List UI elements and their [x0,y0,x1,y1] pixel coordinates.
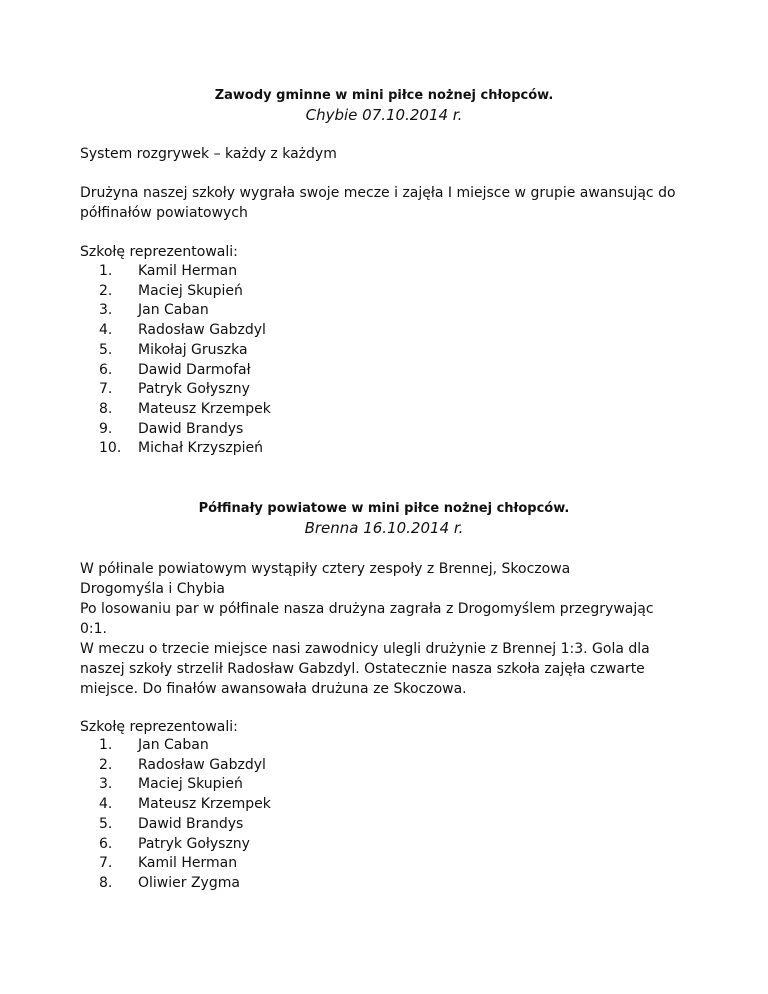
section2-paragraph-2 [80,639,680,699]
list-item: 8. Oliwier Zygma [99,874,240,891]
list-item: 7. Kamil Herman [99,855,238,872]
list-item: 3. Jan Caban [99,302,209,319]
section1-result: Drużyna naszej szkoły wygrała swoje mecze i zajęła I miejsce w grupie awansując do półfinałów powiatowych [80,185,676,221]
list-item: 9. Dawid Brandys [99,420,244,437]
text-line: W półinale powiatowym wystąpiły cztery zespoły z Brennej, Skoczowa [80,561,571,577]
section1-team-heading: Szkołę reprezentowali: [80,244,238,260]
section1-player-list [80,262,271,459]
section1-system: System rozgrywek – każdy z każdym [80,146,337,162]
section2-player-list [80,736,271,894]
list-item: 7. Patryk Gołyszny [99,381,250,398]
list-item: 1. Kamil Herman [99,263,238,279]
list-item: 6. Dawid Darmofał [99,361,251,378]
list-item: 4. Mateusz Krzempek [99,796,271,813]
text-line: 0:1. [80,621,107,637]
text-line: naszej szkoły strzelił Radosław Gabzdyl. Ostatecznie nasza szkoła zajęła czwarte [80,661,645,677]
list-item: 10. Michał Krzyszpień [99,440,264,457]
section2-team-heading: Szkołę reprezentowali: [80,719,238,735]
list-item: 2. Maciej Skupień [99,282,243,299]
section2-paragraph-1 [80,559,680,639]
text-line: miejsce. Do finałów awansowała drużuna ze Skoczowa. [80,681,467,697]
text-line: Drogomyśla i Chybia [80,581,226,597]
list-item: 5. Mikołaj Gruszka [99,341,248,358]
list-item: 3. Maciej Skupień [99,776,243,793]
section2-subtitle: Brenna 16.10.2014 r. [304,519,464,537]
text-line: W meczu o trzecie miejsce nasi zawodnicy ulegli drużynie z Brennej 1:3. Gola dla [80,641,650,657]
section1-title: Zawody gminne w mini piłce nożnej chłopców. [214,88,554,103]
text-line: Po losowaniu par w półfinale nasza drużyna zagrała z Drogomyślem przegrywając [80,601,654,617]
list-item: 1. Jan Caban [99,737,209,753]
section2-title: Półfinały powiatowe w mini piłce nożnej chłopców. [198,501,570,516]
list-item: 8. Mateusz Krzempek [99,400,271,417]
list-item: 2. Radosław Gabzdyl [99,756,266,773]
list-item: 6. Patryk Gołyszny [99,835,250,852]
list-item: 5. Dawid Brandys [99,815,244,832]
list-item: 4. Radosław Gabzdyl [99,322,266,339]
section1-subtitle: Chybie 07.10.2014 r. [305,106,463,124]
